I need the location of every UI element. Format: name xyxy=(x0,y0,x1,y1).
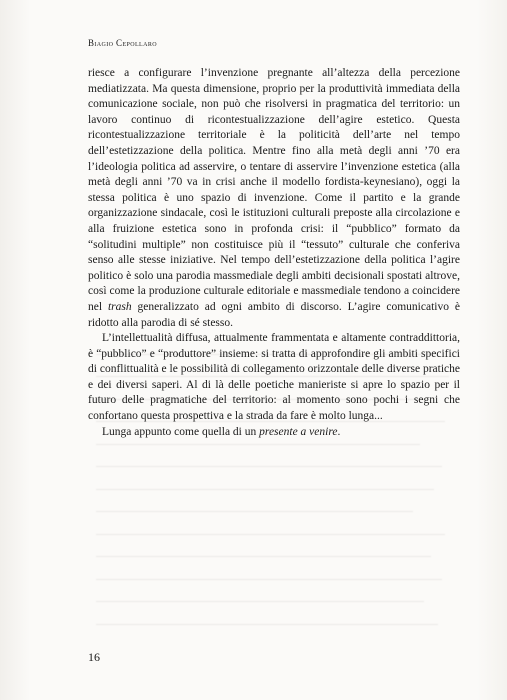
text-span: riesce a configurare l’invenzione pregnante all’altezza della percezione mediatizzata. Ma questa dimensione, proprio per la produttività immediata della comunicazione sociale, non può che risolversi in pragmatica del territorio: un lavoro continuo di ricontestualizzazione dell’agire estetico. Questa ricontestualizzazione territoriale è la politicità dell’arte nel tempo dell’estetizzazione della politica. Mentre fino alla metà degli anni ’70 era l’ideologia politica ad asservire, o tentare di asservire l’invenzione estetica (alla metà degli anni ’70 va in crisi anche il modello fordista-keynesiano), oggi la stessa politica è uno spazio di invenzione. Come il partito e la grande organizzazione sindacale, così le istituzioni culturali preposte alla circolazione e alla fruizione estetica sono in profonda crisi: il “pubblico” formato da “solitudini multiple” non costituisce più il “tessuto” culturale che conferiva senso alle stesse iniziative. Nel tempo dell’estetizzazione della politica l’agire politico è solo una parodia massmediale degli ambiti decisionali spostati altrove, così come la produzione culturale editoriale e massmediale tendono a coincidere nel xyxy=(88,67,460,313)
page-number: 16 xyxy=(88,650,100,664)
running-head: Biagio Cepollaro xyxy=(88,38,157,48)
paragraph-1 xyxy=(88,66,460,331)
body-text xyxy=(88,66,460,440)
text-span: L’intellettualità diffusa, attualmente frammentata e altamente contraddittoria, è “pubblico” e “produttore” insieme: si tratta di approfondire gli ambiti specifici di conflittualità e le possibilità di collegamento orizzontale delle diverse pratiche e dei diversi saperi. Al di là delle poetiche manieriste si apre lo spazio per il futuro delle pragmatiche del territorio: al momento sono pochi i segni che confortano questa prospettiva e la strada da fare è molto lunga... xyxy=(88,332,460,423)
text-span: . xyxy=(337,425,341,438)
text-span: Lunga appunto come quella di un xyxy=(102,425,260,438)
italic-span: presente a venire xyxy=(259,425,338,438)
paragraph-3 xyxy=(88,425,460,441)
italic-span: trash xyxy=(107,300,132,313)
paragraph-2 xyxy=(88,331,460,425)
text-span: generalizzato ad ogni ambito di discorso. L’agire comunicativo è ridotto alla parodia di sé stesso. xyxy=(88,300,460,329)
